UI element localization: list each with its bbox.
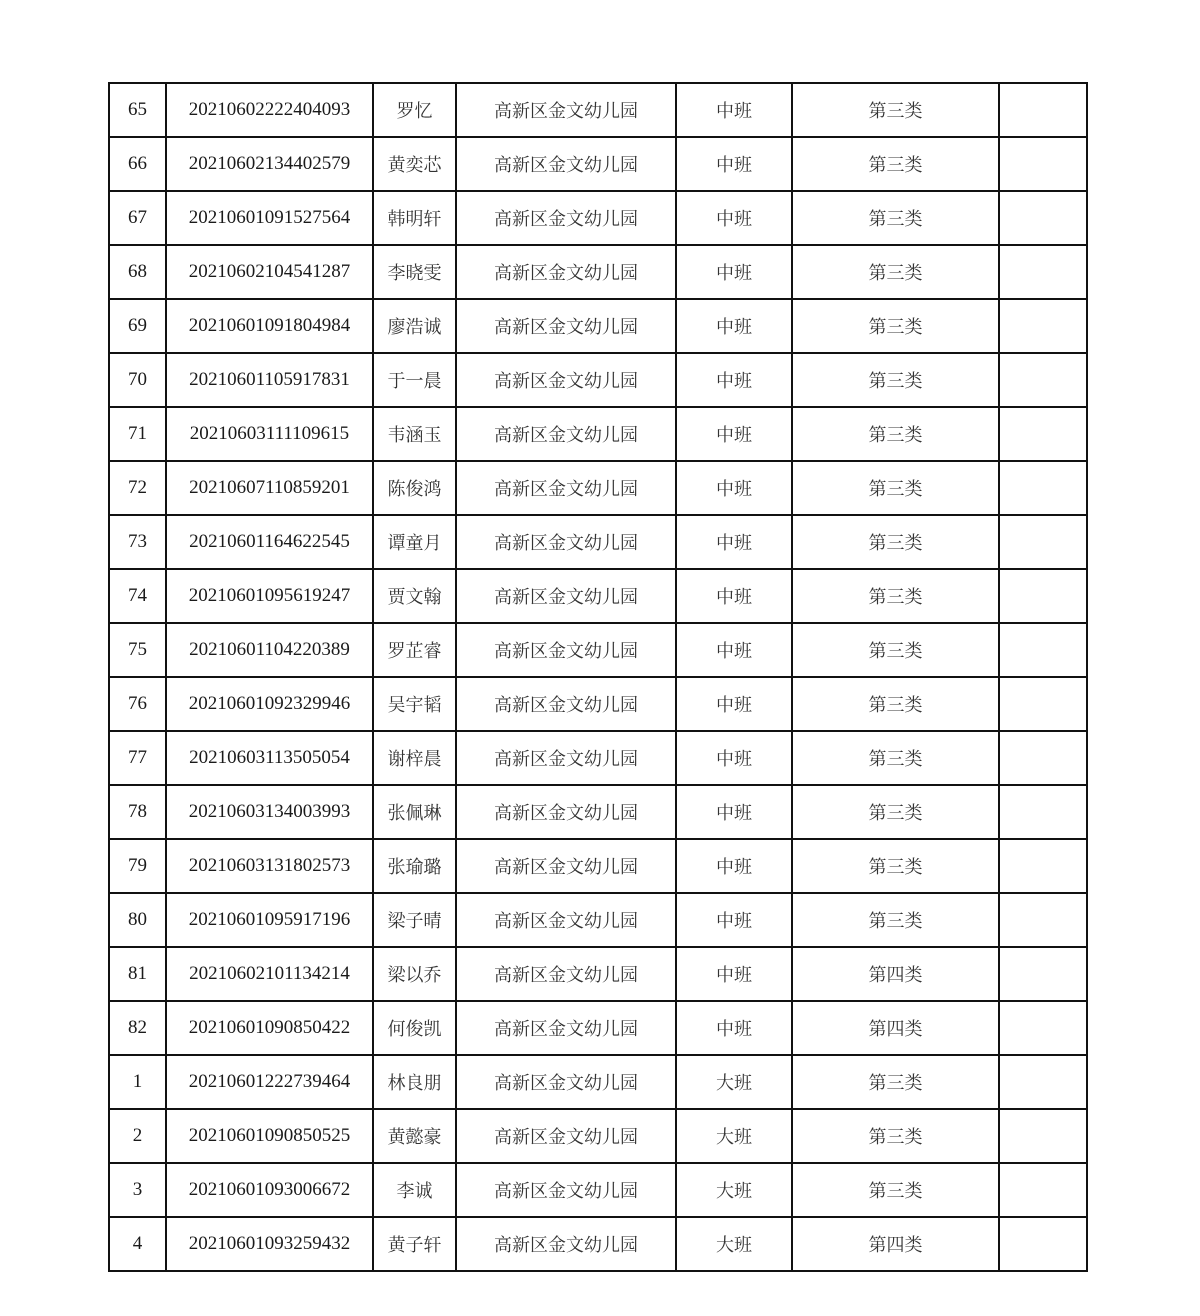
cell-number: 1 xyxy=(109,1055,166,1109)
cell-remark xyxy=(999,1055,1087,1109)
table-row xyxy=(109,569,1087,623)
cell-number: 66 xyxy=(109,137,166,191)
cell-school: 高新区金文幼儿园 xyxy=(456,1109,676,1163)
table-row xyxy=(109,1217,1087,1271)
cell-remark xyxy=(999,731,1087,785)
cell-application-id: 20210607110859201 xyxy=(166,461,373,515)
table-row xyxy=(109,1109,1087,1163)
cell-application-id: 20210601091527564 xyxy=(166,191,373,245)
table-row xyxy=(109,731,1087,785)
cell-name: 李晓雯 xyxy=(373,245,456,299)
cell-remark xyxy=(999,191,1087,245)
cell-category: 第四类 xyxy=(792,1217,999,1271)
cell-application-id: 20210601091804984 xyxy=(166,299,373,353)
cell-school: 高新区金文幼儿园 xyxy=(456,947,676,1001)
cell-application-id: 20210602104541287 xyxy=(166,245,373,299)
cell-school: 高新区金文幼儿园 xyxy=(456,623,676,677)
cell-category: 第三类 xyxy=(792,785,999,839)
table-row xyxy=(109,245,1087,299)
cell-number: 77 xyxy=(109,731,166,785)
cell-category: 第四类 xyxy=(792,947,999,1001)
cell-name: 梁以乔 xyxy=(373,947,456,1001)
table-row xyxy=(109,191,1087,245)
cell-number: 67 xyxy=(109,191,166,245)
cell-school: 高新区金文幼儿园 xyxy=(456,731,676,785)
cell-number: 79 xyxy=(109,839,166,893)
cell-name: 吴宇韬 xyxy=(373,677,456,731)
cell-school: 高新区金文幼儿园 xyxy=(456,785,676,839)
cell-name: 谭童月 xyxy=(373,515,456,569)
cell-category: 第三类 xyxy=(792,893,999,947)
cell-school: 高新区金文幼儿园 xyxy=(456,191,676,245)
cell-application-id: 20210602101134214 xyxy=(166,947,373,1001)
cell-remark xyxy=(999,1217,1087,1271)
cell-application-id: 20210601093259432 xyxy=(166,1217,373,1271)
cell-grade: 中班 xyxy=(676,461,792,515)
cell-school: 高新区金文幼儿园 xyxy=(456,461,676,515)
table-row xyxy=(109,83,1087,137)
cell-grade: 中班 xyxy=(676,137,792,191)
cell-name: 林良朋 xyxy=(373,1055,456,1109)
cell-school: 高新区金文幼儿园 xyxy=(456,893,676,947)
enrollment-table-page xyxy=(108,82,1088,1272)
cell-category: 第三类 xyxy=(792,839,999,893)
table-row xyxy=(109,839,1087,893)
table-row xyxy=(109,1163,1087,1217)
cell-grade: 中班 xyxy=(676,191,792,245)
cell-grade: 中班 xyxy=(676,299,792,353)
cell-name: 廖浩诚 xyxy=(373,299,456,353)
cell-number: 73 xyxy=(109,515,166,569)
cell-application-id: 20210601090850422 xyxy=(166,1001,373,1055)
cell-grade: 中班 xyxy=(676,893,792,947)
cell-name: 张瑜璐 xyxy=(373,839,456,893)
cell-application-id: 20210601164622545 xyxy=(166,515,373,569)
cell-number: 4 xyxy=(109,1217,166,1271)
cell-grade: 中班 xyxy=(676,83,792,137)
table-row xyxy=(109,785,1087,839)
cell-category: 第三类 xyxy=(792,461,999,515)
cell-grade: 中班 xyxy=(676,353,792,407)
cell-school: 高新区金文幼儿园 xyxy=(456,353,676,407)
cell-remark xyxy=(999,839,1087,893)
cell-number: 78 xyxy=(109,785,166,839)
cell-category: 第三类 xyxy=(792,623,999,677)
cell-application-id: 20210601104220389 xyxy=(166,623,373,677)
cell-remark xyxy=(999,947,1087,1001)
cell-remark xyxy=(999,1163,1087,1217)
cell-name: 梁子晴 xyxy=(373,893,456,947)
cell-number: 82 xyxy=(109,1001,166,1055)
cell-grade: 大班 xyxy=(676,1217,792,1271)
cell-application-id: 20210602222404093 xyxy=(166,83,373,137)
table-row xyxy=(109,299,1087,353)
cell-category: 第三类 xyxy=(792,1163,999,1217)
cell-remark xyxy=(999,785,1087,839)
cell-name: 陈俊鸿 xyxy=(373,461,456,515)
cell-number: 72 xyxy=(109,461,166,515)
cell-grade: 中班 xyxy=(676,839,792,893)
cell-grade: 大班 xyxy=(676,1163,792,1217)
cell-remark xyxy=(999,353,1087,407)
cell-grade: 中班 xyxy=(676,731,792,785)
cell-name: 何俊凯 xyxy=(373,1001,456,1055)
cell-category: 第三类 xyxy=(792,353,999,407)
cell-remark xyxy=(999,1109,1087,1163)
table-row xyxy=(109,515,1087,569)
cell-category: 第三类 xyxy=(792,515,999,569)
cell-school: 高新区金文幼儿园 xyxy=(456,1217,676,1271)
table-row xyxy=(109,461,1087,515)
cell-name: 张佩琳 xyxy=(373,785,456,839)
cell-application-id: 20210601090850525 xyxy=(166,1109,373,1163)
cell-category: 第三类 xyxy=(792,299,999,353)
cell-category: 第四类 xyxy=(792,1001,999,1055)
cell-category: 第三类 xyxy=(792,191,999,245)
cell-category: 第三类 xyxy=(792,137,999,191)
cell-number: 69 xyxy=(109,299,166,353)
cell-school: 高新区金文幼儿园 xyxy=(456,1163,676,1217)
cell-grade: 大班 xyxy=(676,1055,792,1109)
cell-application-id: 20210603111109615 xyxy=(166,407,373,461)
cell-application-id: 20210601105917831 xyxy=(166,353,373,407)
cell-remark xyxy=(999,299,1087,353)
table-row xyxy=(109,677,1087,731)
table-row xyxy=(109,353,1087,407)
cell-remark xyxy=(999,137,1087,191)
cell-number: 74 xyxy=(109,569,166,623)
cell-number: 75 xyxy=(109,623,166,677)
cell-school: 高新区金文幼儿园 xyxy=(456,83,676,137)
cell-remark xyxy=(999,893,1087,947)
cell-category: 第三类 xyxy=(792,731,999,785)
cell-remark xyxy=(999,515,1087,569)
cell-school: 高新区金文幼儿园 xyxy=(456,1055,676,1109)
cell-remark xyxy=(999,461,1087,515)
cell-school: 高新区金文幼儿园 xyxy=(456,677,676,731)
cell-school: 高新区金文幼儿园 xyxy=(456,515,676,569)
cell-application-id: 20210601095917196 xyxy=(166,893,373,947)
cell-application-id: 20210603113505054 xyxy=(166,731,373,785)
cell-name: 贾文翰 xyxy=(373,569,456,623)
cell-number: 71 xyxy=(109,407,166,461)
cell-name: 黄奕芯 xyxy=(373,137,456,191)
cell-application-id: 20210601092329946 xyxy=(166,677,373,731)
cell-application-id: 20210601222739464 xyxy=(166,1055,373,1109)
cell-category: 第三类 xyxy=(792,407,999,461)
cell-school: 高新区金文幼儿园 xyxy=(456,839,676,893)
cell-remark xyxy=(999,677,1087,731)
cell-school: 高新区金文幼儿园 xyxy=(456,569,676,623)
cell-remark xyxy=(999,407,1087,461)
cell-grade: 中班 xyxy=(676,407,792,461)
cell-category: 第三类 xyxy=(792,1109,999,1163)
cell-school: 高新区金文幼儿园 xyxy=(456,1001,676,1055)
cell-name: 黄子轩 xyxy=(373,1217,456,1271)
cell-name: 罗芷睿 xyxy=(373,623,456,677)
table-row xyxy=(109,1055,1087,1109)
cell-number: 2 xyxy=(109,1109,166,1163)
table-body xyxy=(109,83,1087,1271)
cell-remark xyxy=(999,1001,1087,1055)
enrollment-table xyxy=(108,82,1088,1272)
table-row xyxy=(109,893,1087,947)
cell-number: 81 xyxy=(109,947,166,1001)
cell-grade: 中班 xyxy=(676,515,792,569)
cell-grade: 中班 xyxy=(676,569,792,623)
cell-name: 黄懿豪 xyxy=(373,1109,456,1163)
cell-grade: 中班 xyxy=(676,1001,792,1055)
cell-number: 76 xyxy=(109,677,166,731)
cell-remark xyxy=(999,623,1087,677)
cell-application-id: 20210602134402579 xyxy=(166,137,373,191)
cell-school: 高新区金文幼儿园 xyxy=(456,245,676,299)
cell-category: 第三类 xyxy=(792,83,999,137)
cell-remark xyxy=(999,245,1087,299)
table-row xyxy=(109,947,1087,1001)
cell-number: 70 xyxy=(109,353,166,407)
cell-remark xyxy=(999,83,1087,137)
cell-name: 罗忆 xyxy=(373,83,456,137)
cell-grade: 中班 xyxy=(676,245,792,299)
table-row xyxy=(109,1001,1087,1055)
cell-name: 韩明轩 xyxy=(373,191,456,245)
cell-grade: 大班 xyxy=(676,1109,792,1163)
cell-application-id: 20210601095619247 xyxy=(166,569,373,623)
cell-number: 80 xyxy=(109,893,166,947)
cell-number: 65 xyxy=(109,83,166,137)
cell-category: 第三类 xyxy=(792,1055,999,1109)
cell-school: 高新区金文幼儿园 xyxy=(456,299,676,353)
table-row xyxy=(109,137,1087,191)
cell-grade: 中班 xyxy=(676,947,792,1001)
cell-name: 李诚 xyxy=(373,1163,456,1217)
cell-application-id: 20210603134003993 xyxy=(166,785,373,839)
cell-number: 68 xyxy=(109,245,166,299)
cell-school: 高新区金文幼儿园 xyxy=(456,407,676,461)
cell-application-id: 20210603131802573 xyxy=(166,839,373,893)
cell-school: 高新区金文幼儿园 xyxy=(456,137,676,191)
cell-grade: 中班 xyxy=(676,785,792,839)
cell-name: 谢梓晨 xyxy=(373,731,456,785)
cell-application-id: 20210601093006672 xyxy=(166,1163,373,1217)
table-row xyxy=(109,407,1087,461)
cell-grade: 中班 xyxy=(676,677,792,731)
cell-grade: 中班 xyxy=(676,623,792,677)
cell-remark xyxy=(999,569,1087,623)
cell-category: 第三类 xyxy=(792,569,999,623)
cell-category: 第三类 xyxy=(792,245,999,299)
table-row xyxy=(109,623,1087,677)
cell-name: 于一晨 xyxy=(373,353,456,407)
cell-number: 3 xyxy=(109,1163,166,1217)
cell-name: 韦涵玉 xyxy=(373,407,456,461)
cell-category: 第三类 xyxy=(792,677,999,731)
